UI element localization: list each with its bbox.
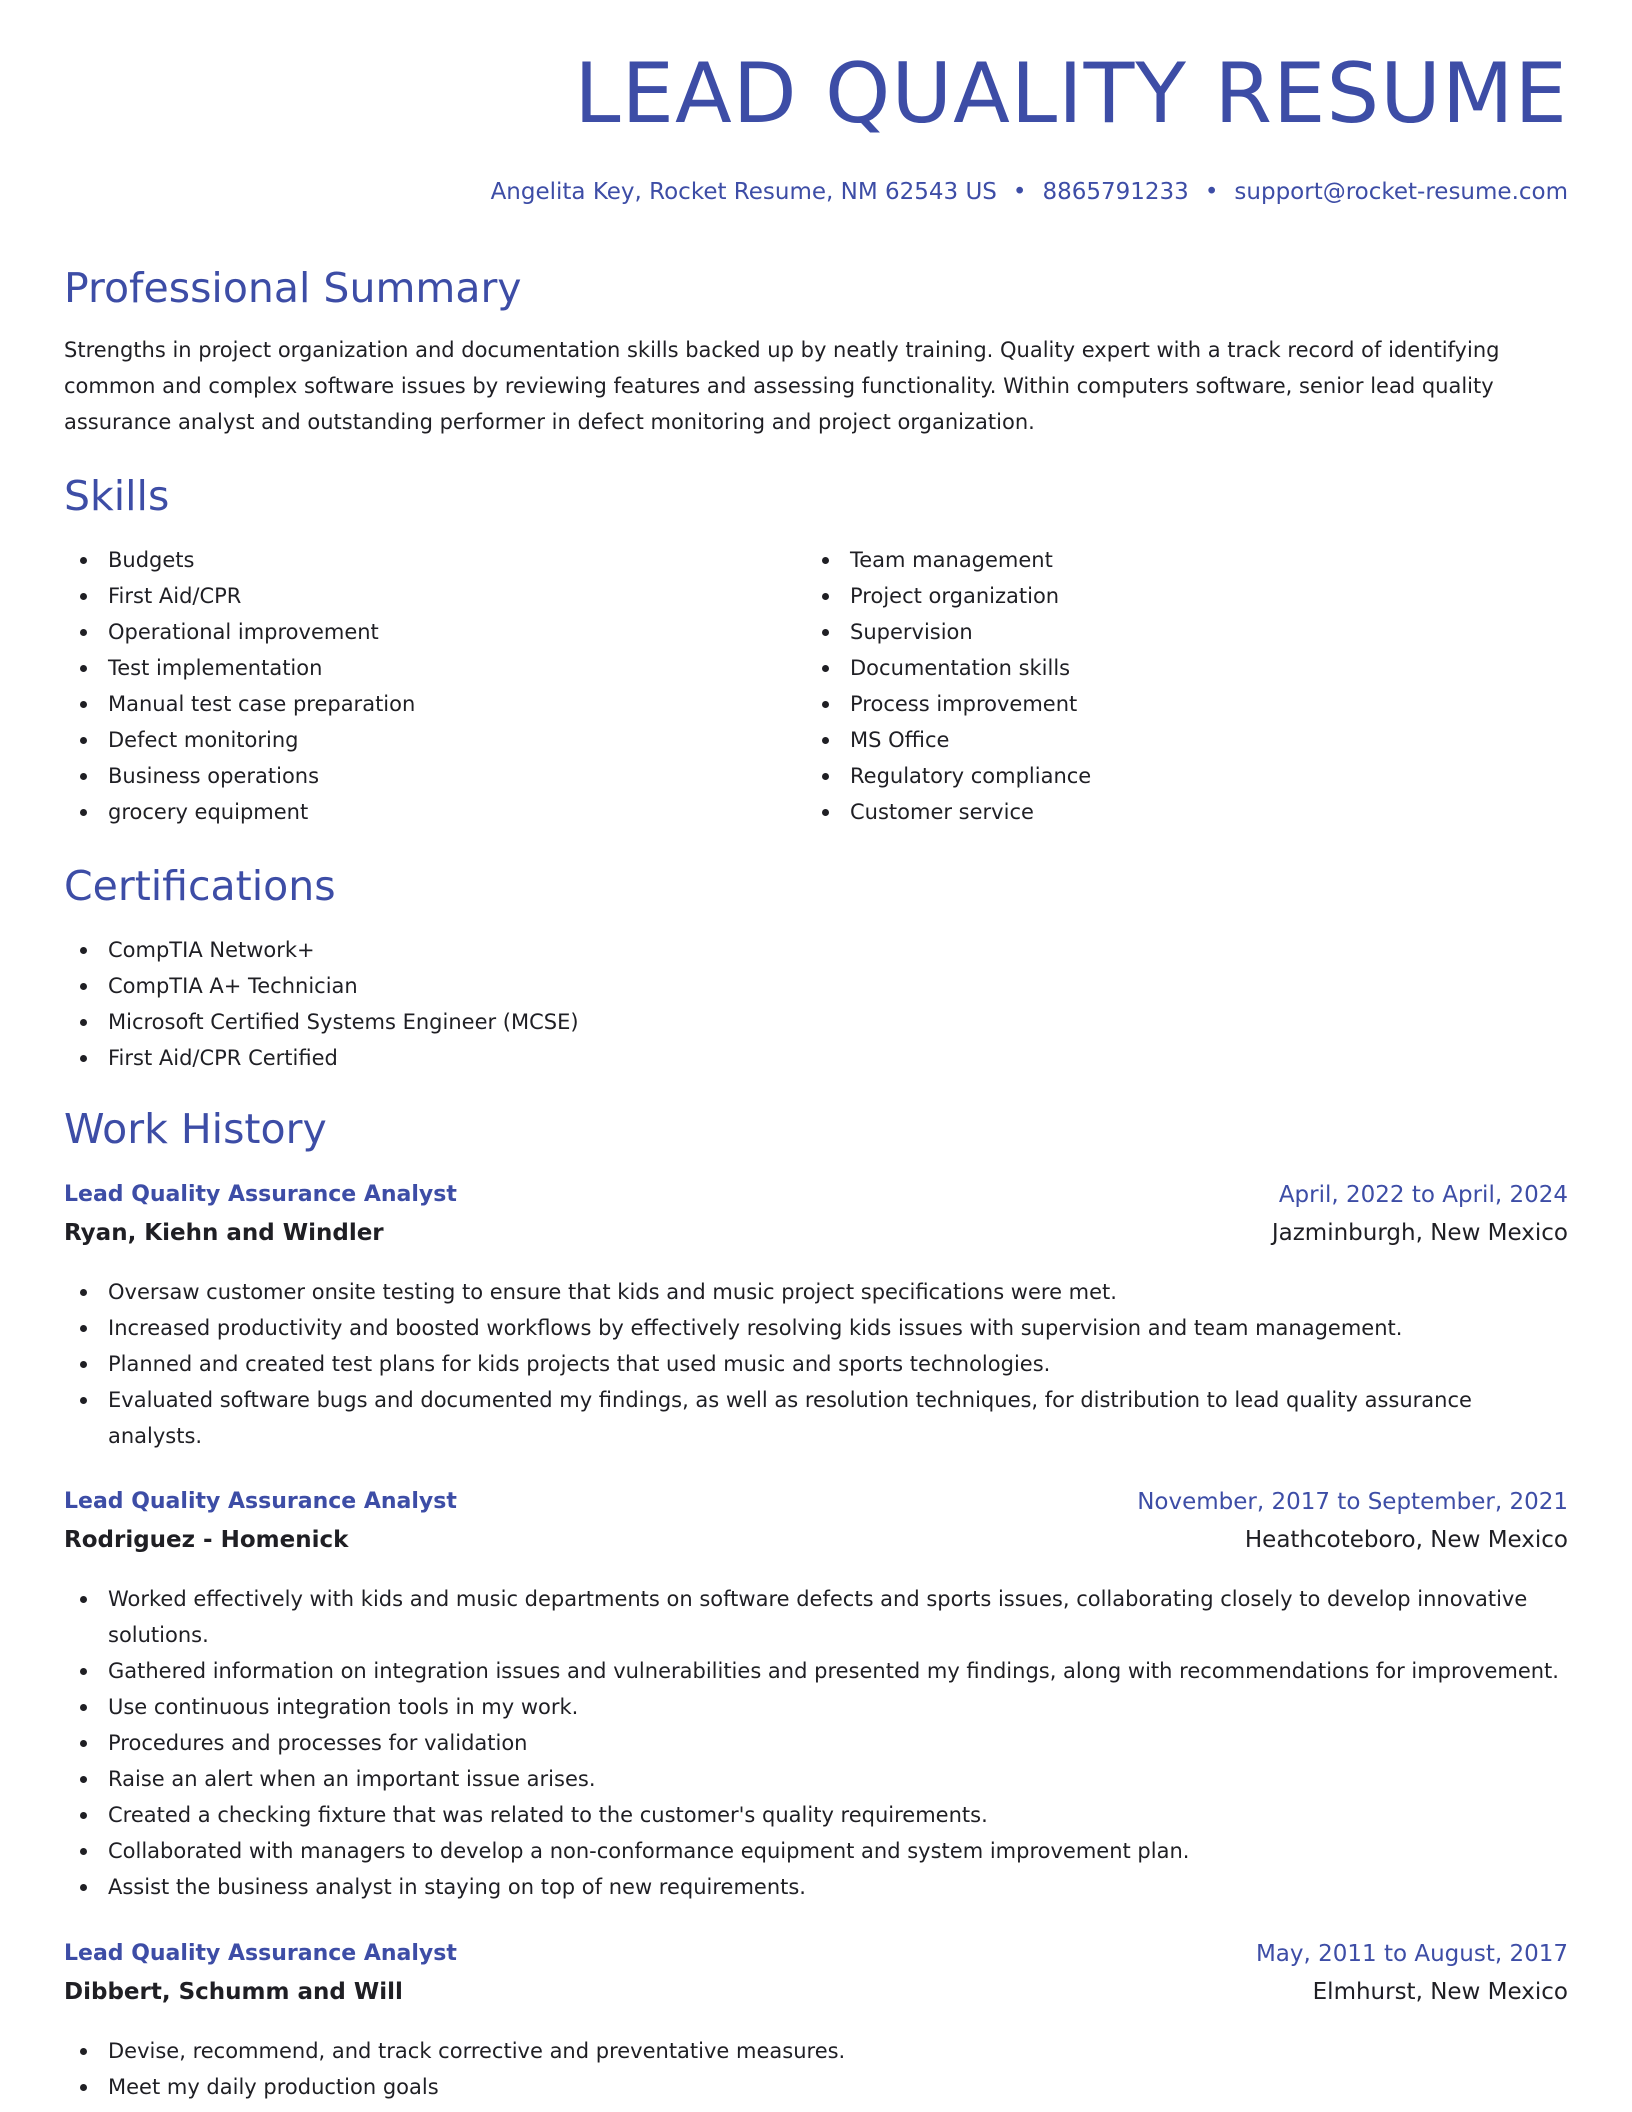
list-item: Use continuous integration tools in my work. (64, 1689, 1568, 1725)
list-item: Gathered information on integration issues and vulnerabilities and presented my findings, along with recommendations for improvement. (64, 1653, 1568, 1689)
job-title: Lead Quality Assurance Analyst (64, 1489, 457, 1514)
list-item: Budgets (64, 542, 804, 578)
list-item: CompTIA A+ Technician (64, 968, 1568, 1004)
list-item: Operational improvement (64, 614, 804, 650)
job-dates: November, 2017 to September, 2021 (1137, 1489, 1568, 1515)
job-location: Jazminburgh, New Mexico (1271, 1220, 1568, 1246)
contact-phone: 8865791233 (1042, 179, 1189, 205)
job-title: Lead Quality Assurance Analyst (64, 1182, 457, 1207)
certifications-list (64, 932, 1568, 1076)
list-item: Planned and created test plans for kids projects that used music and sports technologies. (64, 1346, 1568, 1382)
contact-address: Angelita Key, Rocket Resume, NM 62543 US (490, 179, 997, 205)
list-item: Regulatory compliance (806, 758, 1546, 794)
list-item: Supervision (806, 614, 1546, 650)
list-item: Increased productivity and boosted workflows by effectively resolving kids issues with supervision and team management. (64, 1310, 1568, 1346)
list-item: Process improvement (806, 686, 1546, 722)
contact-line (491, 181, 1568, 204)
list-item: First Aid/CPR Certified (64, 1040, 1568, 1076)
list-item: Defect monitoring (64, 722, 804, 758)
job-entry (64, 1491, 1568, 1905)
list-item: Customer service (806, 794, 1546, 830)
list-item: Test implementation (64, 650, 804, 686)
list-item: Documentation skills (806, 650, 1546, 686)
skills-heading: Skills (64, 472, 170, 520)
contact-separator: • (1204, 179, 1219, 205)
contact-separator: • (1012, 179, 1027, 205)
job-dates: April, 2022 to April, 2024 (1278, 1182, 1568, 1208)
list-item: Created a checking fixture that was related to the customer's quality requirements. (64, 1797, 1568, 1833)
list-item: Project organization (806, 578, 1546, 614)
list-item: Raise an alert when an important issue arises. (64, 1761, 1568, 1797)
list-item: Microsoft Certified Systems Engineer (MCSE) (64, 1004, 1568, 1040)
job-company: Rodriguez - Homenick (64, 1527, 349, 1553)
work-history-heading: Work History (64, 1105, 327, 1153)
list-item: Evaluated software bugs and documented my findings, as well as resolution techniques, for distribution to lead quality assurance analysts. (64, 1382, 1568, 1454)
job-title: Lead Quality Assurance Analyst (64, 1941, 457, 1966)
job-bullets (64, 1581, 1568, 1905)
list-item: Meet my daily production goals (64, 2069, 1568, 2105)
summary-heading: Professional Summary (64, 264, 522, 312)
list-item: Oversaw customer onsite testing to ensure that kids and music project specifications were met. (64, 1274, 1568, 1310)
job-entry (64, 1943, 1568, 2105)
list-item: Collaborated with managers to develop a non-conformance equipment and system improvement plan. (64, 1833, 1568, 1869)
list-item: Devise, recommend, and track corrective and preventative measures. (64, 2033, 1568, 2069)
list-item: Assist the business analyst in staying on top of new requirements. (64, 1869, 1568, 1905)
resume-page (64, 0, 1568, 2112)
list-item: First Aid/CPR (64, 578, 804, 614)
certifications-heading: Certifications (64, 862, 336, 910)
list-item: MS Office (806, 722, 1546, 758)
summary-text: Strengths in project organization and documentation skills backed up by neatly training. Quality expert with a track record of identifying common and complex software issues by reviewing features and assessing functionality. Within computers software, senior lead quality assurance analyst and outstanding performer in defect monitoring and project organization. (64, 338, 1500, 434)
skills-list-right (806, 542, 1546, 830)
job-dates: May, 2011 to August, 2017 (1255, 1941, 1568, 1967)
list-item: Business operations (64, 758, 804, 794)
job-company: Ryan, Kiehn and Windler (64, 1220, 384, 1246)
list-item: Manual test case preparation (64, 686, 804, 722)
list-item: grocery equipment (64, 794, 804, 830)
list-item: Team management (806, 542, 1546, 578)
contact-email: support@rocket-resume.com (1234, 179, 1568, 205)
job-bullets (64, 1274, 1568, 1454)
list-item: Procedures and processes for validation (64, 1725, 1568, 1761)
job-location: Heathcoteboro, New Mexico (1244, 1527, 1568, 1553)
job-company: Dibbert, Schumm and Will (64, 1979, 403, 2005)
job-bullets (64, 2033, 1568, 2105)
job-location: Elmhurst, New Mexico (1312, 1979, 1568, 2005)
list-item: CompTIA Network+ (64, 932, 1568, 968)
resume-title: LEAD QUALITY RESUME (574, 45, 1568, 142)
skills-list-left (64, 542, 804, 830)
job-entry (64, 1184, 1568, 1454)
list-item: Worked effectively with kids and music departments on software defects and sports issues, collaborating closely to develop innovative solutions. (64, 1581, 1568, 1653)
